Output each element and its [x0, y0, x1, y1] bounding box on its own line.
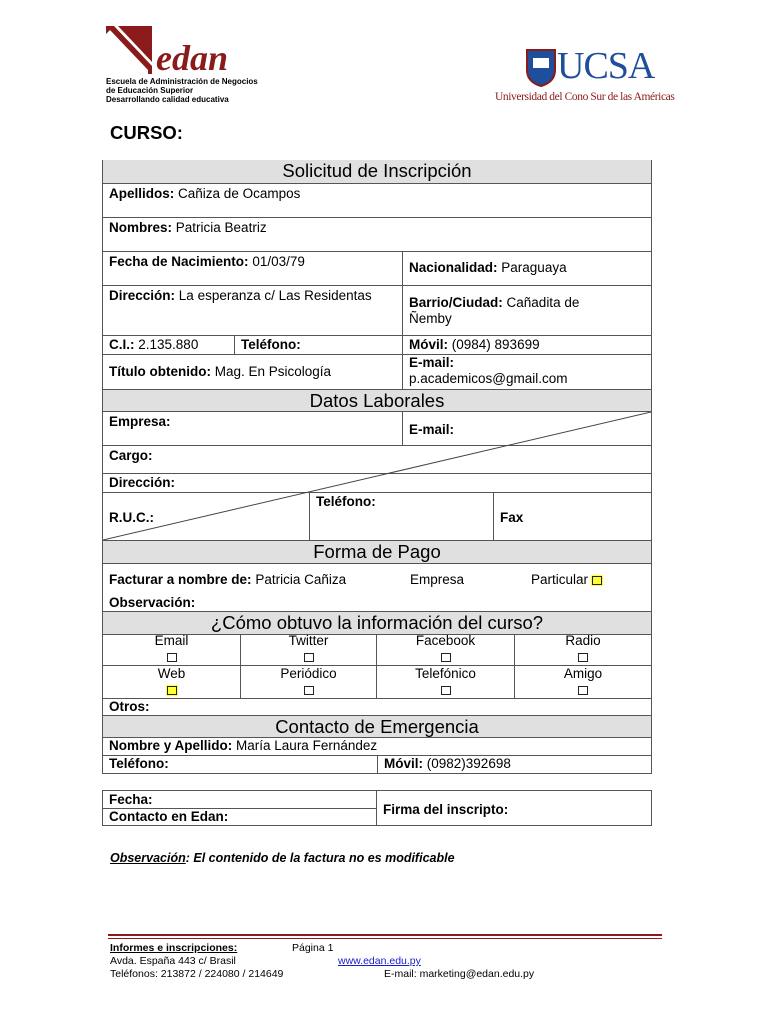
edan-tagline-1: Escuela de Administración de Negocios — [106, 77, 258, 86]
nombres-value: Patricia Beatriz — [175, 220, 267, 235]
email-personal-field[interactable]: E-mail: p.academicos@gmail.com — [403, 355, 651, 389]
facturar-field[interactable]: Facturar a nombre de: Patricia Cañiza — [109, 572, 347, 587]
emergencia-movil-value: (0982)392698 — [426, 756, 511, 771]
ucsa-shield-icon — [525, 48, 557, 88]
laborales-strike-line — [103, 412, 651, 540]
footer-rule-2 — [108, 938, 662, 939]
ci-field[interactable]: C.I.: 2.135.880 — [109, 337, 199, 352]
movil-field[interactable]: Móvil: (0984) 893699 — [409, 337, 540, 352]
email-laboral-field[interactable]: E-mail: — [409, 422, 455, 437]
edan-tagline-2: de Educación Superior — [106, 86, 194, 95]
facebook-checkbox[interactable] — [441, 653, 451, 662]
footer-email: E-mail: marketing@edan.edu.py — [384, 968, 535, 980]
emergencia-nombre-value: María Laura Fernández — [236, 738, 378, 753]
edan-logo — [106, 26, 286, 110]
option-facebook[interactable]: Facebook — [377, 633, 514, 665]
nacionalidad-value: Paraguaya — [501, 260, 567, 275]
fecha-nacimiento-value: 01/03/79 — [252, 254, 305, 269]
empresa-field[interactable]: Empresa: — [109, 414, 171, 429]
footer-informes: Informes e inscripciones: — [110, 942, 238, 954]
fecha-nacimiento-field[interactable]: Fecha de Nacimiento: 01/03/79 — [109, 254, 305, 269]
apellidos-field[interactable]: Apellidos: Cañiza de Ocampos — [109, 186, 301, 201]
fecha-field[interactable]: Fecha: — [109, 792, 153, 807]
option-web[interactable]: Web — [103, 666, 240, 698]
direccion-value: La esperanza c/ Las Residentas — [178, 288, 372, 303]
otros-field[interactable]: Otros: — [109, 699, 150, 714]
apellidos-value: Cañiza de Ocampos — [178, 186, 301, 201]
emergencia-telefono-field[interactable]: Teléfono: — [109, 756, 169, 771]
facturar-value: Patricia Cañiza — [255, 572, 347, 587]
email-personal-value: p.academicos@gmail.com — [409, 371, 568, 386]
contacto-edan-field[interactable]: Contacto en Edan: — [109, 809, 229, 824]
footer-web-link[interactable]: www.edan.edu.py — [338, 955, 421, 967]
option-periodico[interactable]: Periódico — [241, 666, 376, 698]
movil-value: (0984) 893699 — [451, 337, 540, 352]
option-email[interactable]: Email — [103, 633, 240, 665]
nombres-field[interactable]: Nombres: Patricia Beatriz — [109, 220, 267, 235]
particular-option[interactable]: Particular — [525, 570, 651, 588]
footer-direccion: Avda. España 443 c/ Brasil — [110, 955, 236, 967]
option-telefonico[interactable]: Telefónico — [377, 666, 514, 698]
ucsa-logo — [495, 44, 675, 110]
fax-field[interactable]: Fax — [500, 510, 524, 525]
amigo-checkbox[interactable] — [578, 686, 588, 695]
periodico-checkbox[interactable] — [304, 686, 314, 695]
section-header-laborales: Datos Laborales — [103, 389, 651, 412]
option-radio[interactable]: Radio — [515, 633, 651, 665]
telefono-field[interactable]: Teléfono: — [241, 337, 301, 352]
footer-telefonos: Teléfonos: 213872 / 224080 / 214649 — [110, 968, 284, 980]
email-checkbox[interactable] — [167, 653, 177, 662]
empresa-option[interactable]: Empresa — [410, 572, 465, 587]
ucsa-subtitle: Universidad del Cono Sur de las Américas — [495, 91, 675, 103]
option-amigo[interactable]: Amigo — [515, 666, 651, 698]
section-header-solicitud: Solicitud de Inscripción — [103, 160, 651, 184]
section-header-pago: Forma de Pago — [103, 540, 651, 564]
curso-label: CURSO: — [110, 122, 183, 143]
emergencia-movil-field[interactable]: Móvil: (0982)392698 — [384, 756, 511, 771]
ruc-field[interactable]: R.U.C.: — [109, 510, 154, 525]
twitter-checkbox[interactable] — [304, 653, 314, 662]
radio-checkbox[interactable] — [578, 653, 588, 662]
ucsa-logo-text: UCSA — [557, 45, 655, 87]
barrio-ciudad-field[interactable]: Barrio/Ciudad: Cañadita de Ñemby — [409, 295, 580, 326]
telefono-laboral-field[interactable]: Teléfono: — [316, 494, 376, 509]
firma-field[interactable]: Firma del inscripto: — [383, 802, 509, 817]
footer-rule — [108, 934, 662, 936]
cargo-field[interactable]: Cargo: — [109, 448, 153, 463]
titulo-obtenido-value: Mag. En Psicología — [214, 364, 332, 379]
edan-logo-text: edan — [156, 38, 228, 78]
option-twitter[interactable]: Twitter — [241, 633, 376, 665]
section-header-emergencia: Contacto de Emergencia — [103, 715, 651, 738]
edan-tagline-3: Desarrollando calidad educativa — [106, 95, 229, 104]
barrio-ciudad-value: Cañadita de Ñemby — [409, 295, 580, 326]
ci-value: 2.135.880 — [138, 337, 199, 352]
particular-checkbox[interactable] — [592, 576, 602, 585]
direccion-field[interactable]: Dirección: La esperanza c/ Las Residentas — [109, 288, 372, 303]
web-checkbox[interactable] — [167, 686, 177, 695]
direccion-laboral-field[interactable]: Dirección: — [109, 475, 176, 490]
observacion-pago-field[interactable]: Observación: — [109, 595, 196, 610]
footer-pagina: Página 1 — [292, 942, 334, 954]
titulo-obtenido-field[interactable]: Título obtenido: Mag. En Psicología — [109, 364, 332, 379]
nacionalidad-field[interactable]: Nacionalidad: Paraguaya — [409, 260, 567, 275]
edan-logo-mark — [106, 26, 154, 76]
telefonico-checkbox[interactable] — [441, 686, 451, 695]
emergencia-nombre-field[interactable]: Nombre y Apellido: María Laura Fernández — [109, 738, 378, 753]
section-header-info: ¿Cómo obtuvo la información del curso? — [103, 611, 651, 635]
nota-observacion: Observación: El contenido de la factura no es modificable — [110, 851, 455, 865]
